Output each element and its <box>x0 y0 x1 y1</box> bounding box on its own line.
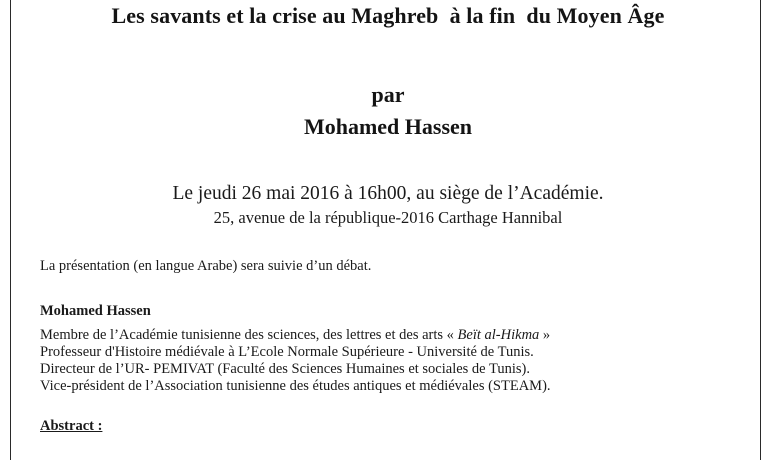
bio-line-vice-president: Vice-président de l’Association tunisienne des études antiques et médiévales (STEAM). <box>40 378 551 394</box>
abstract-heading: Abstract : <box>40 418 103 434</box>
bio-line-membership-text: Membre de l’Académie tunisienne des sciences, des lettres et des arts « Beït al-Hikma » <box>40 327 551 343</box>
author-name: Mohamed Hassen <box>303 114 473 139</box>
bio-line-membership <box>40 327 551 344</box>
event-date-line: Le jeudi 26 mai 2016 à 16h00, au siège de l’Académie. <box>172 183 604 204</box>
event-address-line: 25, avenue de la république-2016 Carthage Hannibal <box>213 208 563 227</box>
bio-line-professor: Professeur d'Histoire médiévale à L’Ecole Normale Supérieure - Université de Tunis. <box>40 344 534 360</box>
by-label: par <box>371 82 405 107</box>
bio-heading-name: Mohamed Hassen <box>40 303 151 319</box>
document-title: Les savants et la crise au Maghreb à la fin du Moyen Âge <box>111 3 665 28</box>
bio-institution-name: Beït al-Hikma <box>457 327 540 343</box>
bio-line-director: Directeur de l’UR- PEMIVAT (Faculté des Sciences Humaines et sociales de Tunis). <box>40 361 530 377</box>
bio-list <box>40 327 551 395</box>
presentation-note: La présentation (en langue Arabe) sera suivie d’un débat. <box>40 258 372 274</box>
